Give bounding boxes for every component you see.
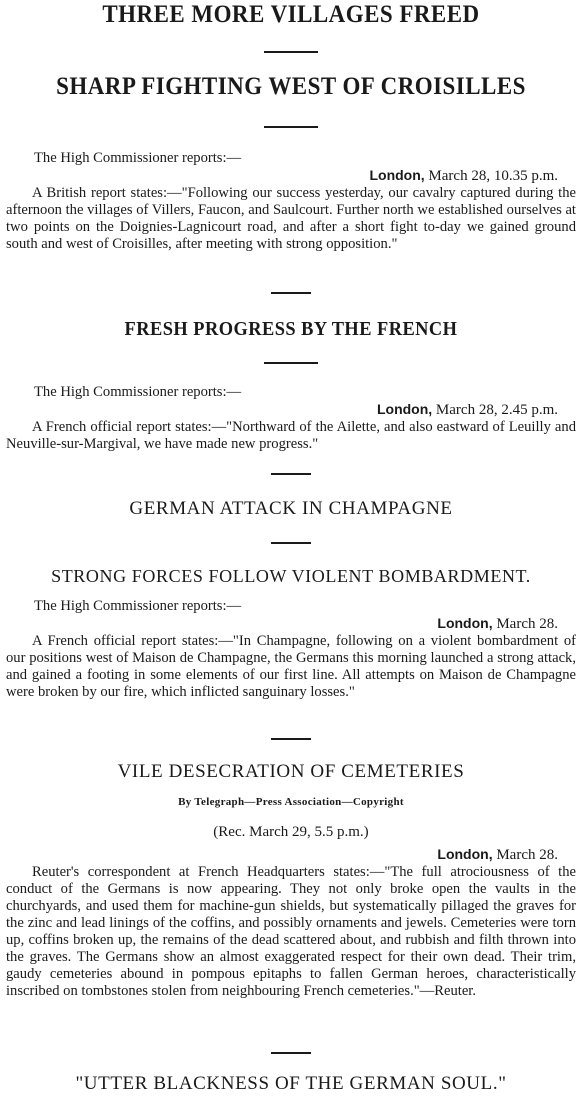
dateline-city: London,	[437, 846, 493, 862]
reports-line: The High Commissioner reports:—	[34, 150, 242, 166]
dateline-time: March 28.	[496, 847, 558, 863]
dateline-city: London,	[376, 401, 433, 417]
article-body: A French official report states:—"In Champagne, following on a violent bombardment of our positions west of Maison de Champagne, the Germans this morning launched a strong attack, and gained a footing in some elements of our first line. All attempts on Maison de Champagne were broken by our fire, which inflicted sanguinary losses."	[6, 633, 576, 700]
section-villages-sub	[6, 72, 576, 102]
article-cemeteries	[6, 846, 576, 1000]
reports-line: The High Commissioner reports:—	[34, 384, 242, 400]
headline: THREE MORE VILLAGES FREED	[102, 1, 480, 28]
reports-line: The High Commissioner reports:—	[34, 598, 242, 614]
divider-rule	[264, 362, 318, 364]
section-soul	[6, 1070, 576, 1098]
headline: GERMAN ATTACK IN CHAMPAGNE	[129, 498, 453, 519]
dateline-time: March 28, 2.45 p.m.	[435, 402, 558, 418]
dateline	[6, 167, 576, 185]
dateline-time: March 28.	[496, 616, 558, 632]
section-cemeteries	[6, 758, 576, 786]
divider-rule	[271, 292, 311, 294]
headline: FRESH PROGRESS BY THE FRENCH	[124, 318, 458, 340]
received-block	[6, 824, 576, 841]
credit-line: By Telegraph—Press Association—Copyright	[178, 796, 404, 808]
article-champagne	[6, 598, 576, 701]
article-body: Reuter's correspondent at French Headquarters states:—"The full atrociousness of the conduct of the Germans is now appearing. They not only broke open the vaults in the churchyards, and used them for machine-gun shields, but systematically pillaged the graves for the zinc and lead linings of the coffins, and possibly ornaments and jewels. Cemeteries were torn up, coffins broken up, the remains of the dead scattered about, and rubbish and filth thrown into the graves. The Germans show an almost exaggerated respect for their own dead. Their trim, gaudy cemeteries abound in pompous epitaphs to fallen German heroes, characteristically inscribed on tombstones stolen from neighbouring French cemeteries."—Reuter.	[6, 864, 576, 999]
dateline	[6, 846, 576, 864]
section-champagne	[6, 495, 576, 523]
divider-rule	[271, 1052, 311, 1054]
article-french	[6, 384, 576, 453]
credit-block	[6, 796, 576, 808]
section-champagne-sub	[6, 563, 576, 589]
headline: "UTTER BLACKNESS OF THE GERMAN SOUL."	[75, 1073, 507, 1094]
divider-rule	[264, 126, 318, 128]
subheadline: STRONG FORCES FOLLOW VIOLENT BOMBARDMENT.	[51, 566, 531, 586]
section-french	[6, 314, 576, 344]
headline: VILE DESECRATION OF CEMETERIES	[117, 761, 465, 782]
article-body: A British report states:—"Following our success yesterday, our cavalry captured during the afternoon the villages of Villers, Faucon, and Saulcourt. Further north we established ourselves at two points on the Doignies-Lagnicourt road, and after a short fight to-day we gained ground south and west of Croisilles, after meeting with strong opposition."	[6, 185, 576, 252]
article-body: A French official report states:—"Northward of the Ailette, and also eastward of Leuilly and Neuville-sur-Margival, we have made new progress."	[6, 419, 576, 452]
divider-rule	[271, 473, 311, 475]
dateline-city: London,	[437, 615, 493, 631]
divider-rule	[271, 542, 311, 544]
divider-rule	[271, 738, 311, 740]
article-villages	[6, 150, 576, 253]
dateline	[6, 401, 576, 419]
subheadline: SHARP FIGHTING WEST OF CROISILLES	[56, 73, 526, 100]
dateline-city: London,	[369, 167, 425, 183]
dateline-time: March 28, 10.35 p.m.	[428, 168, 558, 184]
section-villages	[6, 0, 576, 30]
dateline	[6, 615, 576, 633]
divider-rule	[264, 51, 318, 53]
received-line: (Rec. March 29, 5.5 p.m.)	[213, 824, 369, 840]
